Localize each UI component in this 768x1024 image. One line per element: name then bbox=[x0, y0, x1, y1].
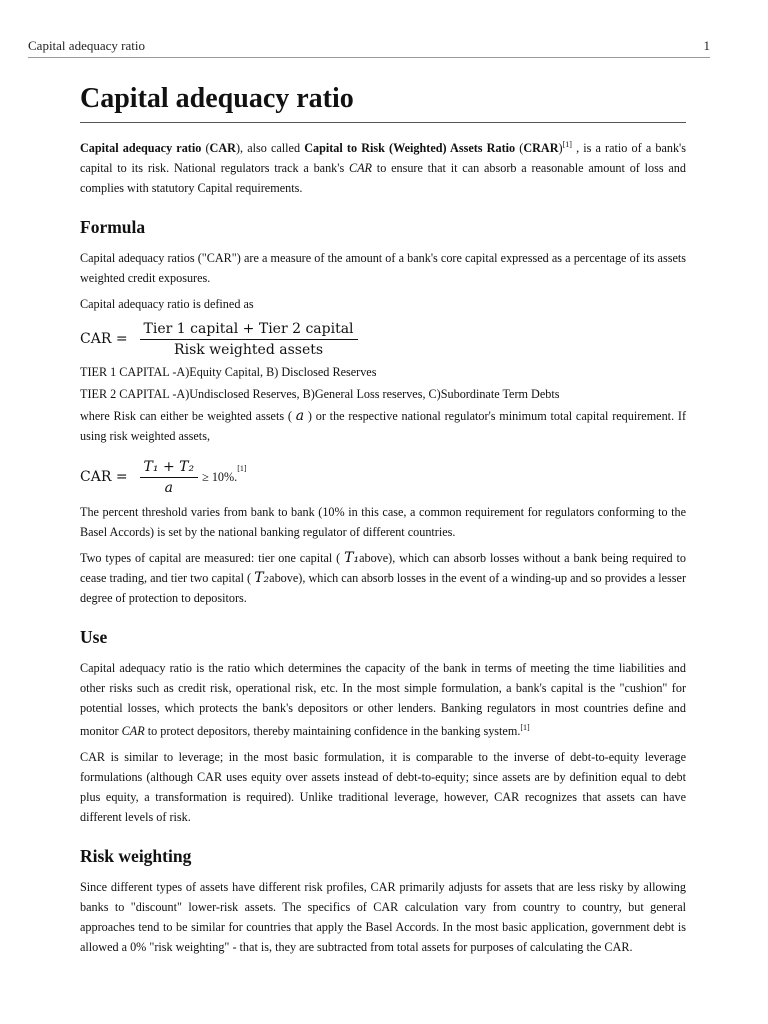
math-variable-t2: T₂ bbox=[254, 570, 270, 587]
paragraph-text: above), which can absorb losses without a bank being required to cease trading, and tier two capital ( bbox=[80, 551, 687, 586]
formula-definition-intro: Capital adequacy ratio is defined as bbox=[80, 297, 254, 312]
page-title: Capital adequacy ratio bbox=[80, 80, 686, 123]
formula-lhs: CAR = bbox=[80, 331, 128, 348]
paragraph-text: above), which can absorb losses in the event of a winding-up and so provides a lesser degree of protection to depositors. bbox=[80, 571, 686, 606]
tier2-definition: TIER 2 CAPITAL -A)Undisclosed Reserves, B)General Loss reserves, C)Subordinate Term Debts bbox=[80, 387, 560, 402]
running-header bbox=[28, 38, 710, 58]
intro-text: , is a ratio of a bank's capital to its risk. National regulators track a bank's bbox=[80, 141, 686, 176]
paragraph-text: ) or the respective national regulator's minimum total capital requirement. If using risk weighted assets, bbox=[80, 409, 687, 444]
paragraph-text: to protect depositors, thereby maintaining confidence in the banking system. bbox=[144, 724, 521, 739]
math-variable-a: a bbox=[295, 408, 305, 425]
section-heading-use: Use bbox=[80, 627, 108, 648]
threshold-paragraph: The percent threshold varies from bank to bank (10% in this case, a common requirement for regulators conforming to the Basel Accords) is set by the national banking regulator of different countries. bbox=[80, 505, 686, 540]
tier1-definition: TIER 1 CAPITAL -A)Equity Capital, B) Disclosed Reserves bbox=[80, 365, 377, 380]
use-paragraph-1 bbox=[80, 658, 686, 741]
intro-text: ), also called bbox=[235, 141, 305, 156]
use-paragraph-2: CAR is similar to leverage; in the most basic formulation, it is comparable to the inverse of debt-to-equity leverage formulations (although CAR uses equity over assets instead of debt-to-equity; since assets are by definition equal to debt plus equity, a transformation is required). Unlike traditional leverage, however, CAR recognizes that assets can have different levels of risk. bbox=[80, 750, 686, 825]
paragraph-text: Capital adequacy ratio is the ratio which determines the capacity of the bank in terms of meeting the time liabilities and other risks such as credit risk, operational risk, etc. In the most simple formulation, a bank's capital is the "cushion" for potential losses, which protects the bank's depositors or other lenders. Banking regulators in most countries define and monitor bbox=[80, 661, 686, 739]
formula-denominator: a bbox=[164, 479, 173, 496]
formula-numerator: T₁ + T₂ bbox=[140, 459, 199, 478]
intro-text: ( bbox=[201, 141, 210, 156]
term-crar-full: Capital to Risk (Weighted) Assets Ratio bbox=[304, 141, 516, 156]
risk-definition-paragraph bbox=[80, 406, 686, 446]
formula-denominator: Risk weighted assets bbox=[174, 341, 324, 358]
section-heading-risk-weighting: Risk weighting bbox=[80, 846, 192, 867]
formula-numerator: Tier 1 capital + Tier 2 capital bbox=[140, 321, 358, 340]
term-car-italic: CAR bbox=[348, 161, 373, 176]
formula-threshold: ≥ 10%. bbox=[202, 469, 238, 484]
formula-fraction bbox=[140, 321, 358, 358]
risk-weighting-paragraph: Since different types of assets have different risk profiles, CAR primarily adjusts for assets that are less risky by allowing banks to "discount" lower-risk assets. The specifics of CAR calculation vary from country to country, but general approaches tend to be similar for countries that apply the Basel Accords. In the most basic application, government debt is allowed a 0% "risk weighting" - that is, they are subtracted from total assets for purposes of calculating the CAR. bbox=[80, 880, 686, 955]
formula-fraction bbox=[140, 459, 199, 496]
reference-link[interactable]: [1] bbox=[562, 140, 572, 149]
intro-text: ) bbox=[558, 141, 563, 156]
formula-lhs: CAR = bbox=[80, 469, 128, 486]
paragraph-text: where Risk can either be weighted assets ( bbox=[80, 409, 292, 424]
paragraph-text: Two types of capital are measured: tier one capital ( bbox=[80, 551, 341, 566]
reference-link[interactable]: [1] bbox=[237, 464, 247, 474]
intro-text: to ensure that it can absorb a reasonable amount of loss and complies with statutory Capital requirements. bbox=[80, 161, 686, 196]
capital-types-paragraph bbox=[80, 548, 686, 608]
term-car: CAR bbox=[209, 141, 236, 156]
term-car-full: Capital adequacy ratio bbox=[80, 141, 202, 156]
formula-paragraph: Capital adequacy ratios ("CAR") are a measure of the amount of a bank's core capital expressed as a percentage of its assets weighted credit exposures. bbox=[80, 251, 686, 286]
section-heading-formula: Formula bbox=[80, 217, 146, 238]
intro-text: ( bbox=[515, 141, 524, 156]
page-number: 1 bbox=[703, 38, 710, 53]
car-formula bbox=[80, 316, 686, 362]
term-crar: CRAR bbox=[523, 141, 559, 156]
car-threshold-formula bbox=[80, 452, 686, 502]
term-car-italic: CAR bbox=[121, 724, 145, 739]
article bbox=[80, 72, 686, 963]
math-variable-t1: T₁ bbox=[344, 550, 360, 567]
intro-paragraph bbox=[80, 135, 686, 198]
reference-link[interactable]: [1] bbox=[520, 723, 530, 733]
header-title: Capital adequacy ratio bbox=[28, 38, 145, 53]
